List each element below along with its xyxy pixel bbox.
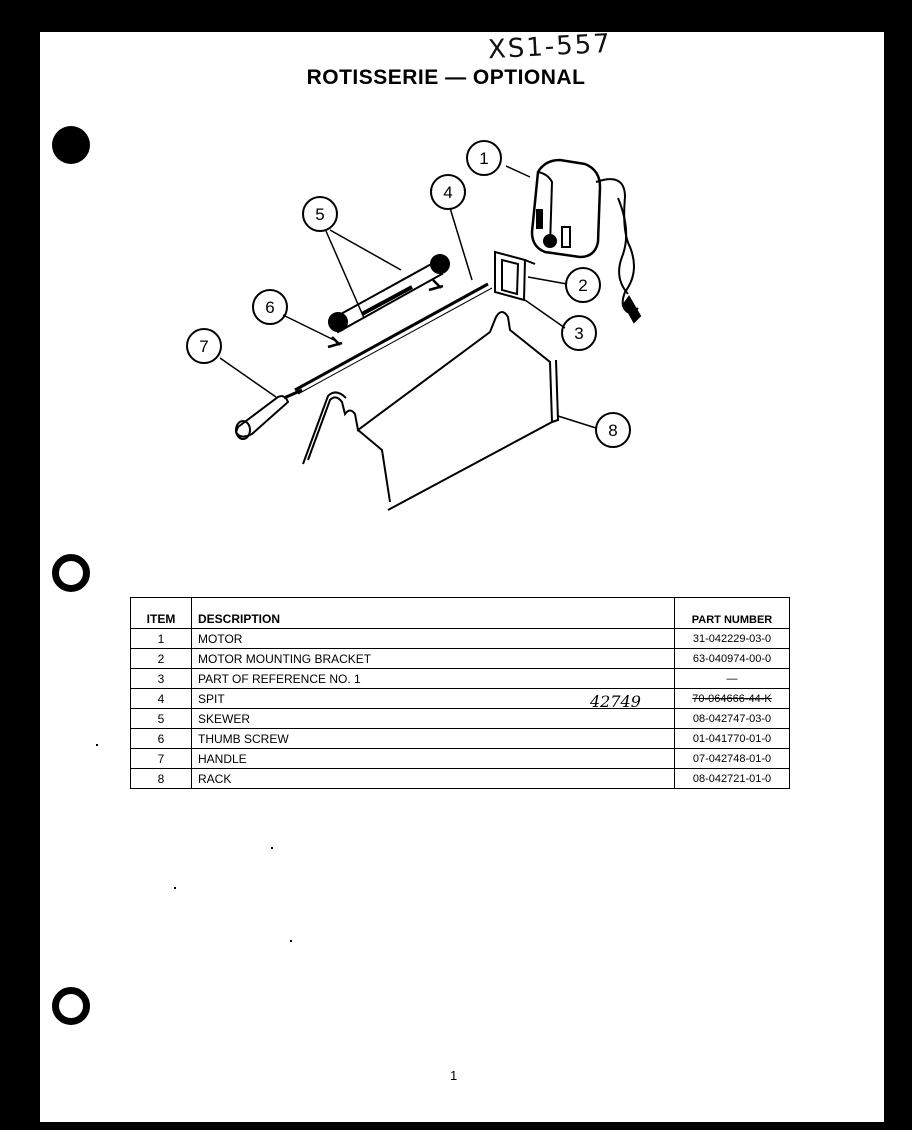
cell-description: PART OF REFERENCE NO. 1 xyxy=(192,669,675,689)
table-row xyxy=(131,769,790,789)
callout-2: 2 xyxy=(578,276,588,295)
table-header-row xyxy=(131,598,790,629)
cell-item: 4 xyxy=(131,689,192,709)
handle-drawing xyxy=(236,390,302,439)
cell-part-number: 08-042721-01-0 xyxy=(675,769,790,789)
callout-5: 5 xyxy=(315,205,325,224)
page-number: 1 xyxy=(450,1068,458,1083)
cell-part-number-struck: 70-064666-44-K xyxy=(675,689,790,709)
table-row xyxy=(131,629,790,649)
scan-border-right xyxy=(884,0,912,1130)
binder-hole-middle xyxy=(52,554,90,592)
skewer-drawing xyxy=(329,255,449,332)
cell-description: SKEWER xyxy=(192,709,675,729)
cell-description: HANDLE xyxy=(192,749,675,769)
callout-8: 8 xyxy=(608,421,618,440)
cell-part-number: — xyxy=(675,669,790,689)
bracket-drawing xyxy=(495,252,535,300)
handwritten-model-code: XS1-557 xyxy=(487,28,613,66)
cell-item: 1 xyxy=(131,629,192,649)
binder-hole-bottom xyxy=(52,987,90,1025)
scan-speck xyxy=(174,887,176,889)
cell-item: 2 xyxy=(131,649,192,669)
cell-part-number: 08-042747-03-0 xyxy=(675,709,790,729)
table-row xyxy=(131,729,790,749)
scan-speck xyxy=(271,847,273,849)
header-item: ITEM xyxy=(131,598,192,629)
scan-speck xyxy=(96,744,98,746)
cell-description: MOTOR xyxy=(192,629,675,649)
cell-item: 8 xyxy=(131,769,192,789)
handwritten-part-correction: 42749 xyxy=(590,692,641,711)
motor-drawing xyxy=(532,160,640,322)
cell-item: 5 xyxy=(131,709,192,729)
callout-7: 7 xyxy=(199,337,209,356)
table-row xyxy=(131,689,790,709)
cell-part-number: 01-041770-01-0 xyxy=(675,729,790,749)
cell-item: 7 xyxy=(131,749,192,769)
cell-description: THUMB SCREW xyxy=(192,729,675,749)
parts-table xyxy=(130,597,790,789)
cell-item: 3 xyxy=(131,669,192,689)
table-row xyxy=(131,669,790,689)
cell-item: 6 xyxy=(131,729,192,749)
table-row xyxy=(131,709,790,729)
document-page xyxy=(40,28,884,1122)
table-row xyxy=(131,749,790,769)
cell-part-number: 31-042229-03-0 xyxy=(675,629,790,649)
cell-description: MOTOR MOUNTING BRACKET xyxy=(192,649,675,669)
rack-drawing xyxy=(303,312,558,510)
table-row xyxy=(131,649,790,669)
header-part-number: PART NUMBER xyxy=(675,598,790,629)
cell-part-number: 63-040974-00-0 xyxy=(675,649,790,669)
cell-description: SPIT xyxy=(192,689,675,709)
callout-6: 6 xyxy=(265,298,275,317)
scan-speck xyxy=(290,940,292,942)
cell-description: RACK xyxy=(192,769,675,789)
header-description: DESCRIPTION xyxy=(192,598,675,629)
cell-part-number: 07-042748-01-0 xyxy=(675,749,790,769)
callout-1: 1 xyxy=(479,149,489,168)
page-title: ROTISSERIE — OPTIONAL xyxy=(306,66,586,89)
callout-3: 3 xyxy=(574,324,584,343)
callout-4: 4 xyxy=(443,183,453,202)
exploded-parts-diagram xyxy=(40,32,884,552)
